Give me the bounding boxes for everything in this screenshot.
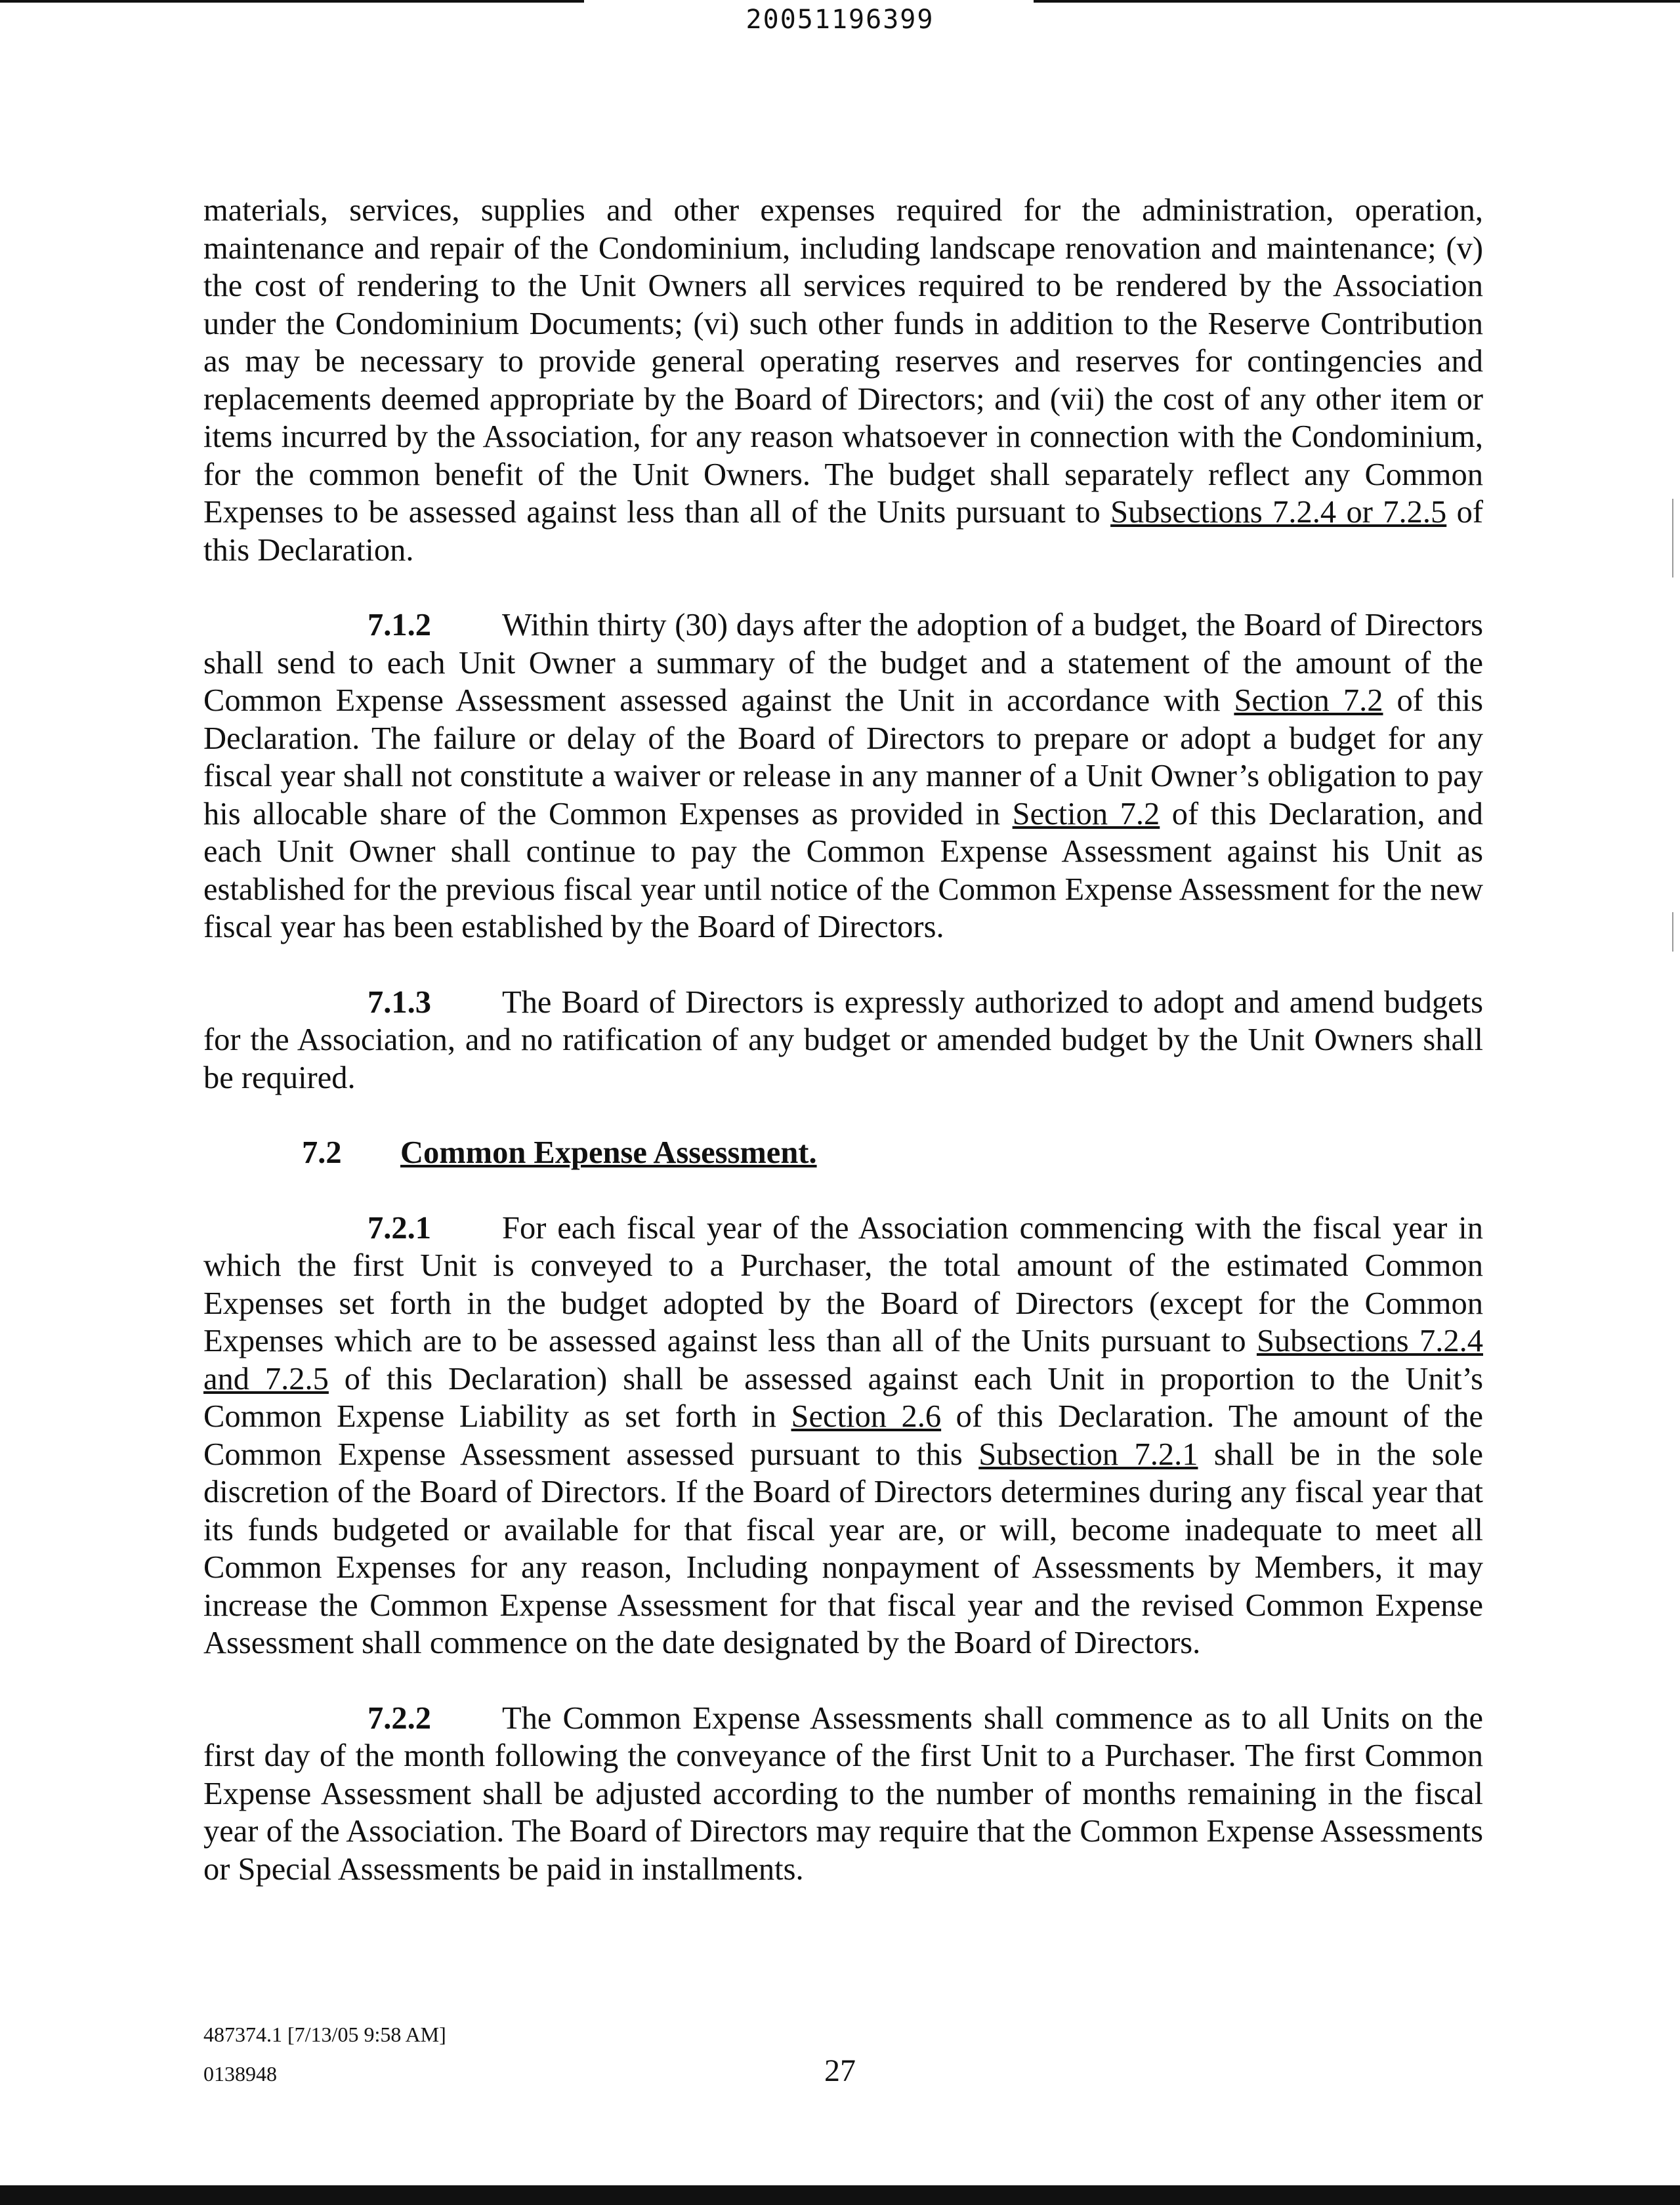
- paragraph-text: shall be in the sole discretion of the Board of Directors. If the Board of Directors determines during any fiscal year that its funds budgeted or available for that fiscal year are, or will, become inadequate to meet all Common Expenses for any reason, Including nonpayment of Assessments by Members, it may increase the Common Expense Assessment for that fiscal year and the revised Common Expense Assessment shall commence on the date designated by the Board of Directors.: [203, 1437, 1484, 1660]
- paragraph-text: The Board of Directors is expressly authorized to adopt and amend budgets for the Association, and no ratification of any budget or amended budget by the Unit Owners shall be required.: [203, 984, 1483, 1095]
- cross-reference: Section 7.2: [1234, 683, 1383, 718]
- paragraph-text: of this Declaration) shall be assessed against each Unit in proportion to the Unit’s Common Expense Liability as set forth in: [203, 1361, 1484, 1434]
- cross-reference: Subsections 7.2.4 and 7.2.5: [203, 1324, 1483, 1396]
- paragraph-text: materials, services, supplies and other expenses required for the administration, operation, maintenance and repair of the Condominium, including landscape renovation and maintenance; (v) the cost of rendering to the Unit Owners all services required to be rendered by the Association under the Condominium Documents; (vi) such other funds in addition to the Reserve Contribution as may be necessary to provide general operating reserves and reserves for contingencies and replacements deemed appropriate by the Board of Directors; and (vii) the cost of any other item or items incurred by the Association, for any reason whatsoever in connection with the Condominium, for the common benefit of the Unit Owners. The budget shall separately reflect any Common Expenses to be assessed against less than all of the Units pursuant to: [203, 193, 1483, 530]
- paragraph-7-2-1: [203, 1209, 1483, 1662]
- paragraph-text: of this Declaration. The failure or delay of the Board of Directors to prepare or adopt a budget for any fiscal year shall not constitute a waiver or release in any manner of a Unit Owner’s obligation to pay his allocable share of the Common Expenses as provided in: [203, 683, 1483, 831]
- paragraph-text: Within thirty (30) days after the adoption of a budget, the Board of Directors shall send to each Unit Owner a summary of the budget and a statement of the amount of the Common Expense Assessment assessed against the Unit in accordance with: [203, 608, 1483, 718]
- footer-document-reference: 487374.1 [7/13/05 9:58 AM]: [203, 2023, 446, 2046]
- section-heading-7-2: [203, 1134, 1483, 1172]
- bottom-border: [0, 2185, 1680, 2205]
- document-body: [203, 192, 1483, 1925]
- cross-reference: Subsections 7.2.4 or 7.2.5: [1110, 495, 1447, 530]
- cross-reference: Section 7.2: [1012, 796, 1160, 831]
- paragraph-number: 7.1.2: [368, 608, 431, 642]
- paragraph-7-1-3: [203, 984, 1483, 1097]
- paragraph-number: 7.1.3: [368, 984, 431, 1020]
- paragraph-text: The Common Expense Assessments shall commence as to all Units on the first day of the month following the conveyance of the first Unit to a Purchaser. The first Common Expense Assessment shall be adjusted according to the number of months remaining in the fiscal year of the Association. The Board of Directors may require that the Common Expense Assessments or Special Assessments be paid in installments.: [203, 1700, 1483, 1887]
- section-title: Common Expense Assessment.: [400, 1135, 817, 1170]
- cross-reference: Section 2.6: [791, 1399, 942, 1434]
- scan-edge-mark: [1672, 499, 1673, 578]
- section-number: 7.2: [302, 1135, 342, 1170]
- paragraph-text: of this Declaration. The amount of the Common Expense Assessment assessed pursuant to this: [203, 1399, 1483, 1472]
- paragraph-7-2-2: [203, 1700, 1483, 1889]
- paragraph-text: of this Declaration, and each Unit Owner shall continue to pay the Common Expense Assessment against his Unit as established for the previous fiscal year until notice of the Common Expense Assessment for the new fiscal year has been established by the Board of Directors.: [203, 796, 1483, 944]
- paragraph-text: For each fiscal year of the Association commencing with the fiscal year in which the first Unit is conveyed to a Purchaser, the total amount of the estimated Common Expenses set forth in the budget adopted by the Board of Directors (except for the Common Expenses which are to be assessed against less than all of the Units pursuant to: [203, 1210, 1483, 1358]
- footer-client-number: 0138948: [203, 2062, 277, 2086]
- cross-reference: Subsection 7.2.1: [978, 1437, 1198, 1472]
- recording-number: 20051196399: [746, 5, 934, 35]
- paragraph-budget-continuation: [203, 192, 1483, 569]
- scan-edge-mark: [1672, 912, 1673, 952]
- paragraph-7-1-2: [203, 606, 1483, 946]
- paragraph-number: 7.2.1: [368, 1210, 431, 1246]
- page-number: 27: [824, 2053, 856, 2088]
- paragraph-number: 7.2.2: [368, 1700, 431, 1736]
- paragraph-text: of this Declaration.: [203, 495, 1483, 568]
